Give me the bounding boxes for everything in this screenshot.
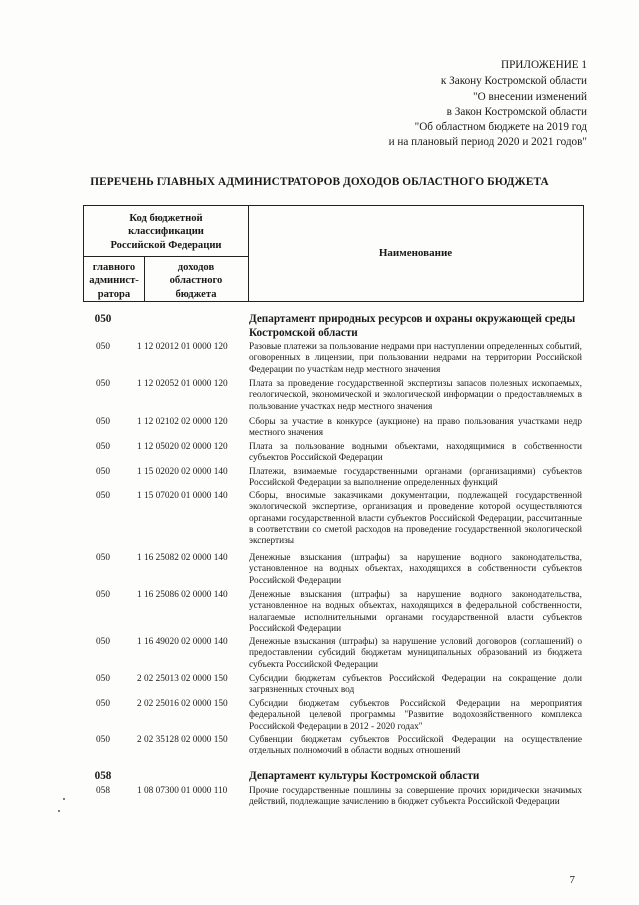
income-name: Субвенции бюджетам субъектов Российской Федерации на осуществление отдельных полномочий в области водных отношений bbox=[249, 735, 582, 757]
admin-code: 050 bbox=[96, 467, 110, 477]
header-text: ратора bbox=[97, 288, 131, 300]
header-income bbox=[144, 261, 248, 301]
header-text: доходов bbox=[177, 262, 215, 273]
scan-speck bbox=[63, 798, 65, 800]
appendix-line: и на плановый период 2020 и 2021 годов" bbox=[388, 136, 587, 149]
header-admin bbox=[84, 261, 144, 301]
income-code: 1 12 02102 02 0000 120 bbox=[137, 417, 228, 427]
income-code: 2 02 25016 02 0000 150 bbox=[137, 699, 228, 709]
appendix-block bbox=[389, 58, 587, 151]
header-name: Наименование bbox=[378, 247, 453, 259]
department-name: Департамент природных ресурсов и охраны окружающей среды Костромской области bbox=[249, 313, 576, 339]
income-name: Сборы за участие в конкурсе (аукционе) на право пользования участками недр местного значения bbox=[249, 417, 582, 439]
page-number: 7 bbox=[569, 874, 575, 886]
scan-speck bbox=[58, 810, 60, 812]
income-name: Денежные взыскания (штрафы) за нарушение водного законодательства, установленное на водных объектах, находящихся в собственности субъектов Российской Федерации bbox=[249, 553, 582, 586]
header-text: бюджета bbox=[175, 288, 217, 300]
income-name: Денежные взыскания (штрафы) за нарушение условий договоров (соглашений) о предоставлении субсидий бюджетам муниципальных образований из бюджета субъекта Российской Федерации bbox=[249, 637, 582, 670]
header-text: админист- bbox=[89, 275, 139, 287]
header-text: областного bbox=[169, 275, 223, 287]
income-code: 2 02 35128 02 0000 150 bbox=[137, 735, 228, 745]
admin-code: 050 bbox=[96, 342, 110, 352]
document-title: ПЕРЕЧЕНЬ ГЛАВНЫХ АДМИНИСТРАТОРОВ ДОХОДОВ ОБЛАСТНОГО БЮДЖЕТА bbox=[90, 176, 549, 188]
appendix-line: ПРИЛОЖЕНИЕ 1 bbox=[500, 59, 587, 71]
income-name: Плата за проведение государственной экспертизы запасов полезных ископаемых, геологической, экономической и экологической информации о предоставляемых в пользование участках недр местного значения bbox=[249, 379, 582, 412]
header-kbk bbox=[84, 212, 248, 252]
header-text: Код бюджетной bbox=[129, 213, 203, 224]
department-code: 058 bbox=[94, 770, 112, 782]
income-name: Плата за пользование водными объектами, находящимися в собственности субъектов Российской Федерации bbox=[249, 442, 582, 464]
appendix-line: в Закон Костромской области bbox=[446, 105, 587, 118]
income-name: Платежи, взимаемые государственными органами (организациями) субъектов Российской Федерации за выполнение определенных функций bbox=[249, 467, 582, 489]
income-code: 2 02 25013 02 0000 150 bbox=[137, 674, 228, 684]
income-code: 1 12 02012 01 0000 120 bbox=[137, 342, 228, 352]
department-name: Департамент культуры Костромской области bbox=[249, 770, 480, 782]
income-code: 1 12 05020 02 0000 120 bbox=[137, 442, 228, 452]
appendix-line: "О внесении изменений bbox=[473, 90, 587, 103]
admin-code: 050 bbox=[96, 674, 110, 684]
header-divider bbox=[84, 256, 248, 257]
appendix-line: "Об областном бюджете на 2019 год bbox=[414, 121, 587, 134]
table-header bbox=[83, 205, 584, 302]
income-name: Прочие государственные пошлины за совершение прочих юридически значимых действий, подлежащие зачислению в бюджет субъекта Российской Федерации bbox=[249, 786, 582, 808]
admin-code: 050 bbox=[96, 735, 110, 745]
admin-code: 050 bbox=[96, 417, 110, 427]
income-name: Субсидии бюджетам субъектов Российской Федерации на сокращение доли загрязненных сточных вод bbox=[249, 674, 582, 696]
income-code: 1 15 07020 01 0000 140 bbox=[137, 491, 228, 501]
department-row bbox=[83, 769, 584, 785]
admin-code: 050 bbox=[96, 553, 110, 563]
income-code: 1 15 02020 02 0000 140 bbox=[137, 467, 228, 477]
income-name: Сборы, вносимые заказчиками документации, подлежащей государственной экологической экспертизе, организация и проведение которой осуществляются органами государственной власти субъектов Российской Федерации, рассчитанные в соответствии со сметой расходов на проведение государственной экологической экспертизы bbox=[249, 491, 582, 547]
admin-code: 050 bbox=[96, 442, 110, 452]
admin-code: 050 bbox=[96, 491, 110, 501]
scan-speck bbox=[330, 365, 332, 367]
income-name: Денежные взыскания (штрафы) за нарушение водного законодательства, установленное на водных объектах, находящихся в федеральной собственности, налагаемые исполнительными органами государственной власти субъектов Российской Федерации bbox=[249, 590, 582, 634]
income-code: 1 16 49020 02 0000 140 bbox=[137, 637, 228, 647]
header-text: Российской Федерации bbox=[110, 239, 222, 251]
income-code: 1 08 07300 01 0000 110 bbox=[137, 786, 228, 796]
header-text: классификации bbox=[128, 226, 204, 238]
admin-code: 058 bbox=[96, 786, 110, 796]
income-code: 1 12 02052 01 0000 120 bbox=[137, 379, 228, 389]
header-text: главного bbox=[92, 262, 136, 273]
admin-code: 050 bbox=[96, 590, 110, 600]
appendix-line: к Закону Костромской области bbox=[440, 75, 587, 88]
admin-code: 050 bbox=[96, 637, 110, 647]
income-name: Разовые платежи за пользование недрами при наступлении определенных событий, оговоренных в лицензии, при пользовании недрами на территории Российской Федерации по участкам недр местного значения bbox=[249, 342, 582, 375]
income-code: 1 16 25082 02 0000 140 bbox=[137, 553, 228, 563]
income-code: 1 16 25086 02 0000 140 bbox=[137, 590, 228, 600]
department-row bbox=[83, 312, 584, 342]
department-code: 050 bbox=[94, 313, 112, 325]
admin-code: 050 bbox=[96, 379, 110, 389]
income-name: Субсидии бюджетам субъектов Российской Федерации на мероприятия федеральной целевой программы "Развитие водохозяйственного комплекса Российской Федерации в 2012 - 2020 годах" bbox=[249, 699, 582, 732]
admin-code: 050 bbox=[96, 699, 110, 709]
